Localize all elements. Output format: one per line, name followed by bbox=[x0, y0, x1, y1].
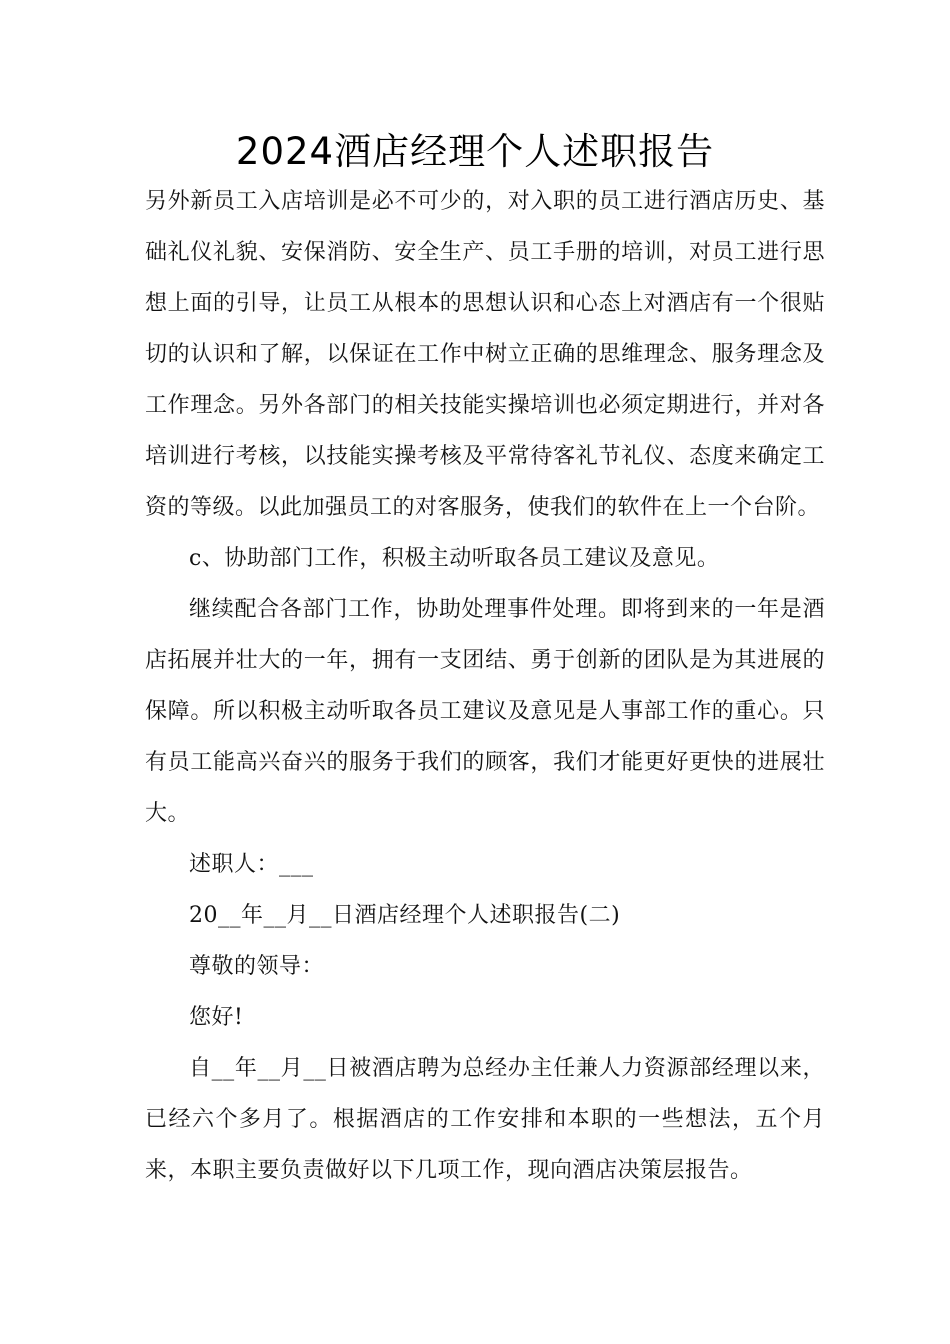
document-title: 2024酒店经理个人述职报告 bbox=[235, 130, 715, 173]
paragraph-intro: 自__年__月__日被酒店聘为总经办主任兼人力资源部经理以来，已经六个多月了。根据酒店的工作安排和本职的一些想法，五个月来，本职主要负责做好以下几项工作，现向酒店决策层报告。 bbox=[145, 1056, 825, 1183]
paragraph-greeting: 您好! bbox=[189, 1005, 244, 1030]
paragraph-salutation: 尊敬的领导： bbox=[189, 954, 325, 979]
paragraph-signature: 述职人：___ bbox=[189, 852, 314, 877]
paragraph-cooperate: 继续配合各部门工作，协助处理事件处理。即将到来的一年是酒店拓展并壮大的一年，拥有一支团结、勇于创新的团队是为其进展的保障。所以积极主动听取各员工建议及意见是人事部工作的重心。只有员工能高兴奋兴的服务于我们的顾客，我们才能更好更快的进展壮大。 bbox=[145, 597, 825, 826]
document-body bbox=[145, 176, 825, 1196]
paragraph-training: 另外新员工入店培训是必不可少的，对入职的员工进行酒店历史、基础礼仪礼貌、安保消防、安全生产、员工手册的培训，对员工进行思想上面的引导，让员工从根本的思想认识和心态上对酒店有一个很贴切的认识和了解，以保证在工作中树立正确的思维理念、服务理念及工作理念。另外各部门的相关技能实操培训也必须定期进行，并对各培训进行考核，以技能实操考核及平常待客礼节礼仪、态度来确定工资的等级。以此加强员工的对客服务，使我们的软件在上一个台阶。 bbox=[145, 189, 825, 520]
paragraph-date-title: 20__年__月__日酒店经理个人述职报告(二) bbox=[189, 903, 621, 928]
paragraph-assist-heading: c、协助部门工作，积极主动听取各员工建议及意见。 bbox=[189, 546, 720, 571]
